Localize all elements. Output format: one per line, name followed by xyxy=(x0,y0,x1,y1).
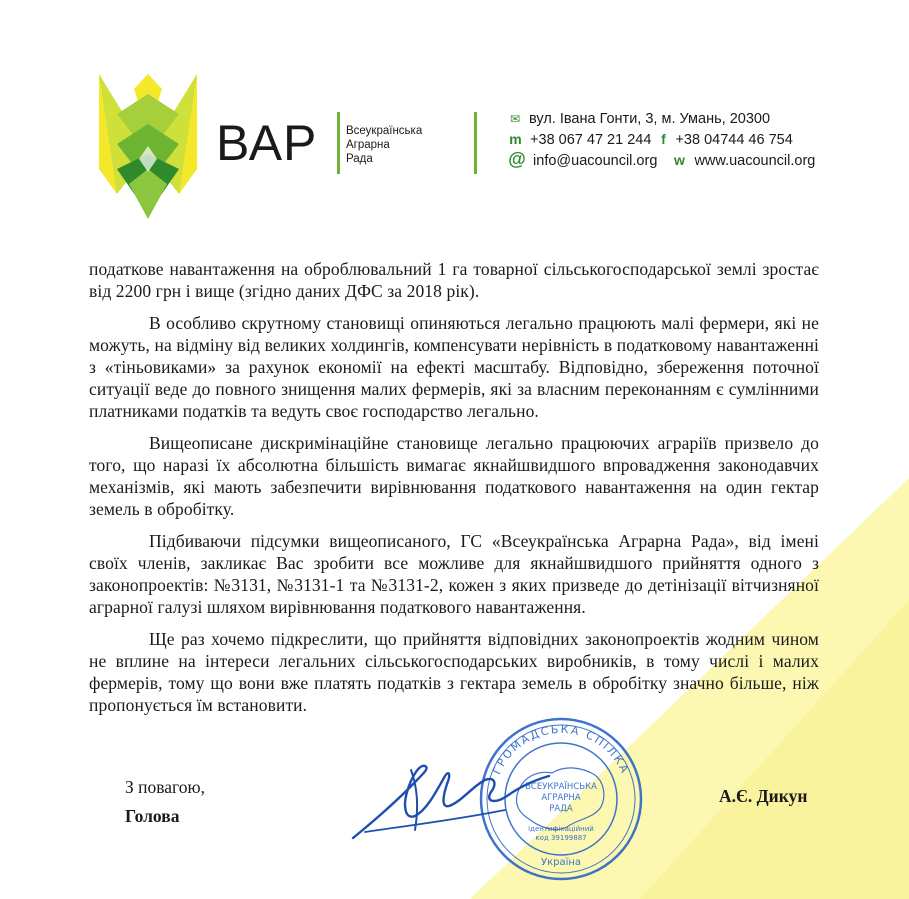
stamp-line: ВСЕУКРАЇНСЬКА xyxy=(525,782,597,792)
brand-abbreviation: ВАР xyxy=(216,115,318,171)
stamp-line: РАДА xyxy=(549,804,573,814)
divider-left xyxy=(337,112,340,174)
paragraph: Підбиваючи підсумки вищеописаного, ГС «Всеукраїнська Аграрна Рада», від імені своїх членів, закликає Вас зробити все можливе для якнайшвидшого прийняття одного з законопроектів: №3131, №3131-1 та №3131-2, кожен з яких призведе до детінізації вітчизняної аграрної галузі шляхом вирівнювання податкового навантаження. xyxy=(89,531,819,617)
address-text: вул. Івана Гонти, 3, м. Умань, 20300 xyxy=(529,111,771,127)
stamp-id-label: ідентифікаційний xyxy=(528,825,594,833)
phone-row xyxy=(508,129,815,149)
stamp-line: АГРАРНА xyxy=(541,793,581,803)
signer-name: А.Є. Дикун xyxy=(719,786,808,806)
org-name-line: Аграрна xyxy=(346,139,390,151)
web-icon: w xyxy=(673,152,685,168)
trident-logo xyxy=(99,74,197,219)
divider-right xyxy=(474,112,477,174)
fax-icon: f xyxy=(661,131,666,147)
letter-body xyxy=(89,258,819,726)
paragraph: Вищеописане дискримінаційне становище легально працюючих аграріїв призвело до того, що наразі їх абсолютна більшість вимагає якнайшвидшого впровадження законодавчих механізмів, які мають забезпечити вирівнювання податкового навантаження на один гектар земель в обробітку. xyxy=(89,433,819,519)
mobile-icon: m xyxy=(509,131,522,147)
org-name-line: Всеукраїнська xyxy=(346,125,423,137)
website-link[interactable]: www.uacouncil.org xyxy=(694,153,816,169)
at-icon: @ xyxy=(508,149,526,169)
letterhead xyxy=(0,0,909,230)
handwritten-signature xyxy=(345,750,555,850)
signer-title: Голова xyxy=(125,806,180,826)
stamp-country: Україна xyxy=(540,857,582,868)
address-row xyxy=(508,109,815,129)
fax-number[interactable]: +38 04744 46 754 xyxy=(675,132,793,148)
paragraph: В особливо скрутному становищі опиняються легально працюють малі фермери, які не можуть, на відміну від великих холдингів, компенсувати нерівність в податковому навантаженні з «тіньовиками» за рахунок економії на ефекті масштабу. Відповідно, збереження поточної ситуації веде до повного знищення малих фермерів, які за власним переконанням є сумлінними платниками податків та ведуть своє господарство легально. xyxy=(89,313,819,421)
mobile-number[interactable]: +38 067 47 21 244 xyxy=(530,132,652,148)
stamp-code: код 39199887 xyxy=(535,834,587,842)
email-link[interactable]: info@uacouncil.org xyxy=(533,153,658,169)
contact-block xyxy=(508,109,815,169)
org-name-line: Рада xyxy=(346,153,373,165)
org-name xyxy=(346,124,422,166)
closing-regards: З повагою, xyxy=(125,777,205,797)
paragraph: Ще раз хочемо підкреслити, що прийняття відповідних законопроектів жодним чином не вплине на інтереси легальних сільськогосподарських виробників, в тому числі і малих фермерів, тому що вони вже платять податків з гектара земель в обробітку значно більше, ніж пропонується їм встановити. xyxy=(89,629,819,715)
mail-icon: ✉ xyxy=(509,112,521,126)
stamp-ring-text: ГРОМАДСЬКА СПІЛКА xyxy=(490,722,632,777)
paragraph: податкове навантаження на оброблювальний 1 га товарної сільськогосподарської землі зростає від 2200 грн і вище (згідно даних ДФС за 2018 рік). xyxy=(89,259,819,301)
web-row xyxy=(508,149,815,169)
